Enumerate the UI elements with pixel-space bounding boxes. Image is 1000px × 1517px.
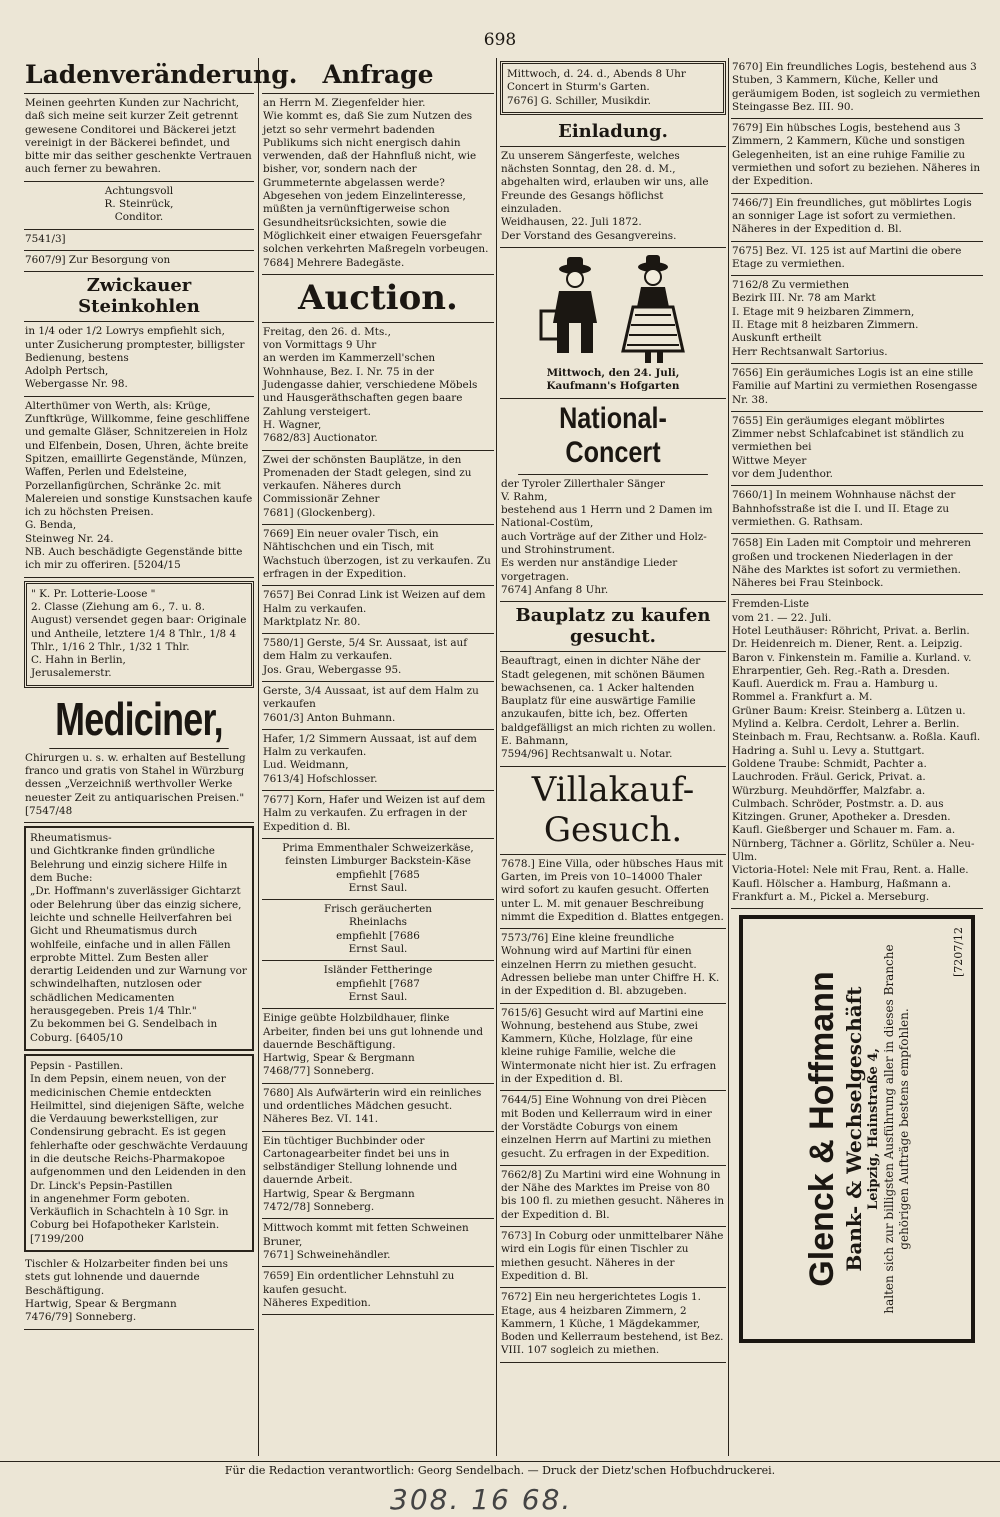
ad-text: " K. Pr. Lotterie-Loose " bbox=[31, 587, 156, 600]
ad-text: 7673] In Coburg oder unmittelbarer Nähe wird ein Logis für einen Tischler zu miethen gesucht. Näheres in der Expedition d. Bl. bbox=[501, 1230, 724, 1282]
glenck-hoffmann-ad bbox=[739, 915, 975, 1343]
advertisement bbox=[500, 929, 726, 1003]
ad-text: Concert in Sturm's Garten. bbox=[507, 81, 650, 94]
ad-text: Steinweg Nr. 24. bbox=[25, 532, 114, 545]
ad-text: Kaufmann's Hofgarten bbox=[546, 380, 680, 393]
ad-text: Tischler & Holzarbeiter finden bei uns stets gut lohnende und dauernde Beschäftigung. bbox=[25, 1258, 228, 1297]
ad-text: der Tyroler Zillerthaler Sänger bbox=[501, 477, 665, 490]
ad-text: 7476/79] Sonneberg. bbox=[25, 1311, 137, 1324]
glenck-hoffmann-text bbox=[802, 929, 912, 1329]
advertisement bbox=[262, 525, 494, 586]
ad-text: Bezirk III. Nr. 78 am Markt bbox=[732, 292, 876, 305]
ad-text: 7613/4] Hofschlosser. bbox=[263, 772, 378, 785]
ad-text: Dr. Linck's Pepsin-Pastillen bbox=[30, 1179, 173, 1192]
ad-text: Mittwoch, den 24. Juli, bbox=[546, 366, 680, 379]
ad-text: 7655] Ein geräumiges elegant möblirtes Zimmer nebst Schlafcabinet ist ständlich zu vermiethen bei bbox=[732, 414, 965, 454]
ad-text: Hafer, 1/2 Simmern Aussaat, ist auf dem Halm zu verkaufen. bbox=[263, 732, 477, 759]
ad-text: Mediciner, bbox=[55, 692, 223, 745]
ad-text: V. Rahm, bbox=[501, 490, 548, 503]
ad-text: Fremden-Liste bbox=[732, 598, 810, 611]
ad-text: 7678.] Eine Villa, oder hübsches Haus mit Garten, im Preis von 10–14000 Thaler wird sofort zu kaufen gesucht. Offerten unter L. M. mit genauer Beschreibung nimmt die Expedition d. Blattes entgegen. bbox=[501, 857, 724, 923]
glenck-firm-name: Glenck & Hoffmann bbox=[803, 971, 841, 1287]
advertisement bbox=[500, 767, 726, 855]
ad-text: Freitag, den 26. d. Mts., bbox=[263, 325, 391, 338]
ad-text: Rheinlachs bbox=[348, 916, 408, 929]
ad-text: NB. Auch beschädigte Gegenstände bitte ich mir zu offeriren. [5204/15 bbox=[25, 546, 243, 572]
handwritten-note: 308. 16 68. bbox=[390, 1483, 573, 1516]
ad-text: 7680] Als Aufwärterin wird ein reinliches und ordentliches Mädchen gesucht. Näheres Bez. VI. 141. bbox=[263, 1086, 482, 1126]
ad-text: Webergasse Nr. 98. bbox=[25, 378, 128, 391]
ad-text: 7607/9] Zur Besorgung von bbox=[25, 253, 171, 266]
ad-text: 7466/7] Ein freundliches, gut möblirtes Logis an sonniger Lage ist sofort zu vermiethen. Näheres in der Expedition d. Bl. bbox=[732, 196, 972, 236]
advertisement bbox=[262, 634, 494, 682]
ad-text: Villakauf-Gesuch. bbox=[531, 769, 695, 850]
ad-text: 2. Classe (Ziehung am 6., 7. u. 8. August) versendet gegen baar: Originale und Antheile, letztere 1/4 8 Thlr., 1/8 4 Thlr., 1/16 2 Thlr., 1/32 1 Thlr. bbox=[31, 600, 247, 653]
ad-text: I. Etage mit 9 heizbaren Zimmern, bbox=[732, 305, 915, 318]
ad-text: Grüner Baum: Kreisr. Steinberg a. Lützen u. Mylind a. Kelbra. Cerdolt, Lehrer a. Berlin. Steinbach m. Frau, Rechtsanw. a. Roßla. Kaufl. Hadring a. Suhl u. Levy a. Stuttgart. bbox=[732, 704, 981, 757]
ad-text: Beauftragt, einen in dichter Nähe der Stadt gelegenen, mit schönen Bäumen bewachsenen, ca. 1 Acker haltenden Bauplatz für eine auswärtige Familie anzukaufen, bitte ich, bez. Offerten baldgefälligst an mich richten zu wollen. bbox=[501, 655, 716, 734]
ad-text: Zwickauer Steinkohlen bbox=[78, 275, 200, 318]
advertisement bbox=[49, 691, 228, 749]
ad-text: 7660/1] In meinem Wohnhause nächst der Bahnhofsstraße ist die I. und II. Etage zu vermiethen. G. Rathsam. bbox=[732, 489, 956, 528]
advertisement bbox=[731, 276, 983, 364]
advertisement bbox=[24, 397, 254, 578]
ad-text: 7644/5] Eine Wohnung von drei Piècen mit Boden und Kellerraum wird in einer der Vorstädte Coburgs von einem einzelnen Herrn auf Martini zu miethen gesucht. Zu erfragen in der Expedition. bbox=[501, 1094, 712, 1160]
ad-text: Näheres Expedition. bbox=[263, 1296, 371, 1309]
advertisement bbox=[500, 855, 726, 929]
ad-text: 7675] Bez. VI. 125 ist auf Martini die obere Etage zu vermiethen. bbox=[732, 244, 962, 270]
ad-text: an Herrn M. Ziegenfelder hier. bbox=[263, 97, 426, 109]
advertisement bbox=[262, 682, 494, 730]
ad-text: Auskunft ertheilt bbox=[732, 332, 822, 345]
advertisement bbox=[262, 839, 494, 900]
ad-text: 7468/77] Sonneberg. bbox=[263, 1065, 375, 1078]
ad-text: Zwei der schönsten Bauplätze, in den Promenaden der Stadt gelegen, sind zu verkaufen. Näheres durch bbox=[263, 453, 472, 493]
ad-text: von Vormittags 9 Uhr bbox=[263, 339, 377, 352]
advertisement bbox=[731, 194, 983, 242]
ad-text: Prima Emmenthaler Schweizerkäse, feinsten Limburger Backstein-Käse bbox=[282, 841, 474, 868]
ad-text: Es werden nur anständige Lieder vorgetragen. bbox=[501, 557, 678, 583]
ad-text: 7670] Ein freundliches Logis, bestehend aus 3 Stuben, 3 Kammern, Küche, Keller und geräumigem Boden, ist sogleich zu vermiethen Steingasse Bez. III. 90. bbox=[732, 61, 981, 113]
ad-text: 7671] Schweinehändler. bbox=[263, 1248, 391, 1261]
ad-text: in angenehmer Form geboten. Verkäuflich in Schachteln à 10 Sgr. in Coburg bei Hofapotheker Karlstein. [7199/200 bbox=[30, 1192, 229, 1245]
advertisement bbox=[24, 272, 254, 322]
ad-text: 7615/6] Gesucht wird auf Martini eine Wohnung, bestehend aus Stube, zwei Kammern, Küche, Holzlage, für eine kleine ruhige Familie, welche die Wintermonate nicht hier ist. Zu erfragen in der Expedition d. Bl. bbox=[501, 1006, 717, 1086]
ad-text: G. Benda, bbox=[25, 519, 77, 532]
advertisement bbox=[500, 61, 726, 115]
ad-text: Ladenveränderung. bbox=[25, 60, 298, 89]
ad-text: Ernst Saul. bbox=[348, 881, 408, 894]
ad-text: in 1/4 oder 1/2 Lowrys empfiehlt sich, unter Zusicherung promptester, billigster Bedienung, bestens bbox=[25, 325, 245, 364]
advertisement bbox=[731, 534, 983, 595]
ad-text: und Gichtkranke finden gründliche Belehrung und einzig sichere Hilfe in dem Buche: bbox=[30, 845, 228, 885]
column-3 bbox=[500, 58, 726, 1456]
advertisement bbox=[262, 900, 494, 961]
ad-text: Zu unserem Sängerfeste, welches nächsten Sonntag, den 28. d. M., abgehalten wird, erlauben wir uns, alle Freunde des Gesangs höflichst einzuladen. bbox=[501, 149, 709, 216]
advertisement bbox=[500, 248, 726, 399]
ad-text: 7669] Ein neuer ovaler Tisch, ein Nähtischchen und ein Tisch, mit Wachstuch überzogen, ist zu verkaufen. Zu erfragen in der Expedition. bbox=[263, 528, 491, 580]
ad-text: 7541/3] bbox=[25, 232, 66, 245]
ad-text: 7679] Ein hübsches Logis, bestehend aus 3 Zimmern, 2 Kammern, Küche und sonstigen Gelegenheiten, ist an eine ruhige Familie zu vermiethen und sofort zu beziehen. Näheres in der Expedition. bbox=[732, 122, 981, 188]
ad-text: Marktplatz Nr. 80. bbox=[263, 615, 361, 628]
ad-text: Rheumatismus- bbox=[30, 832, 112, 845]
ad-text: Wittwe Meyer bbox=[732, 454, 807, 467]
ad-text: 7601/3] Anton Buhmann. bbox=[263, 711, 396, 724]
ad-text: 7162/8 Zu vermiethen bbox=[732, 279, 850, 292]
advertisement bbox=[518, 399, 708, 475]
advertisement bbox=[262, 1219, 494, 1267]
ad-text: Jos. Grau, Webergasse 95. bbox=[263, 663, 402, 676]
ad-text: empfiehlt [7685 bbox=[336, 868, 420, 881]
ad-text: vom 21. — 22. Juli. bbox=[732, 611, 832, 624]
ad-text: Jerusalemerstr. bbox=[31, 667, 112, 680]
advertisement bbox=[731, 486, 983, 534]
illustration bbox=[501, 251, 725, 367]
advertisement bbox=[500, 147, 726, 248]
column-4 bbox=[731, 58, 983, 1456]
column-4-ads bbox=[731, 58, 983, 909]
ad-text: 7681] (Glockenberg). bbox=[263, 506, 376, 519]
ad-text: C. Hahn in Berlin, bbox=[31, 654, 126, 667]
advertisement bbox=[24, 58, 298, 94]
ad-text: Mittwoch kommt mit fetten Schweinen Bruner, bbox=[263, 1222, 469, 1248]
ad-text: 7662/8] Zu Martini wird eine Wohnung in der Nähe des Marktes im Preise von 80 bis 100 fl. zu miethen gesucht. Näheres in der Expedition d. Bl. bbox=[501, 1168, 725, 1221]
ad-text: Victoria-Hotel: Nele mit Frau, Rent. a. Halle. Kaufl. Hölscher a. Hamburg, Haßmann a. Frankfurt a. M., Pickel a. Merseburg. bbox=[732, 864, 969, 903]
advertisement bbox=[262, 791, 494, 839]
column-rule bbox=[258, 58, 259, 1456]
advertisement bbox=[24, 230, 254, 251]
ad-text: Gerste, 3/4 Aussaat, ist auf dem Halm zu verkaufen bbox=[263, 684, 479, 711]
ad-text: R. Steinrück, bbox=[104, 198, 174, 211]
ad-text: 7594/96] Rechtsanwalt u. Notar. bbox=[501, 748, 673, 761]
ad-text: In dem Pepsin, einem neuen, von der medicinischen Chemie entdeckten Heilmittel, sind diejenigen Säfte, welche die Verdauung bewerkstelligen, zur Condensirung gebracht. Es ist gegen fehlerhafte oder geschwächte Verdauung in die deutsche Reichs-Pharmakopoe aufgenommen und den Leidenden in den bbox=[30, 1073, 248, 1179]
advertisement bbox=[500, 1004, 726, 1092]
advertisement bbox=[731, 595, 983, 909]
ad-text: Bauplatz zu kaufen gesucht. bbox=[515, 605, 711, 648]
ad-text: Herr Rechtsanwalt Sartorius. bbox=[732, 345, 888, 358]
column-rule bbox=[496, 58, 497, 1456]
advertisement bbox=[500, 1288, 726, 1362]
ad-text: II. Etage mit 8 heizbaren Zimmern. bbox=[732, 319, 919, 332]
tyrolean-singers-illustration bbox=[513, 251, 713, 367]
ad-text: 7658] Ein Laden mit Comptoir und mehreren großen und trockenen Niederlagen in der Nähe des Marktes ist sofort zu vermiethen. Näheres bei Frau Steinbock. bbox=[732, 537, 971, 590]
ad-text: 7674] Anfang 8 Uhr. bbox=[501, 583, 609, 596]
ad-text: an werden im Kammerzell'schen Wohnhause, Bez. I. Nr. 75 in der Judengasse dahier, verschiedene Möbels und Hausgeräthschaften gegen baare Zahlung versteigert. bbox=[263, 352, 478, 418]
advertisement bbox=[500, 1166, 726, 1227]
footer-imprint: Für die Redaction verantwortlich: Georg Sendelbach. — Druck der Dietz'schen Hofbuchdruckerei. bbox=[0, 1461, 1000, 1477]
advertisement bbox=[262, 1084, 494, 1132]
ad-text: E. Bahmann, bbox=[501, 735, 569, 748]
column-rule bbox=[728, 58, 729, 1456]
advertisement bbox=[731, 58, 983, 119]
advertisement bbox=[500, 1091, 726, 1165]
ad-text: Conditor. bbox=[114, 211, 164, 224]
ad-text: 7656] Ein geräumiches Logis ist an eine stille Familie auf Martini zu vermiethen Rosengasse Nr. 38. bbox=[732, 366, 978, 406]
ad-text: empfiehlt [7687 bbox=[336, 977, 420, 990]
ad-text: Einladung. bbox=[558, 120, 668, 142]
ad-text: auch Vorträge auf der Zither und Holz- und Strohinstrument. bbox=[501, 530, 707, 557]
advertisement bbox=[24, 1054, 254, 1252]
advertisement bbox=[262, 730, 494, 791]
ad-text: 7657] Bei Conrad Link ist Weizen auf dem Halm zu verkaufen. bbox=[263, 589, 486, 615]
page-number: 698 bbox=[483, 30, 517, 50]
ad-text: Frisch geräucherten bbox=[324, 903, 432, 916]
ad-text: Chirurgen u. s. w. erhalten auf Bestellung franco und gratis von Stahel in Würzburg dessen „Verzeichniß werthvoller Werke neuester Zeit zu antiquarischen Preisen." [7547/48 bbox=[25, 751, 246, 817]
advertisement bbox=[262, 586, 494, 634]
ad-text: Isländer Fettheringe bbox=[323, 964, 433, 977]
ad-text: Abgesehen von jedem Einzelinteresse, müßten ja vernünftigerweise schon Gesundheitsrücksichten, sowie die Möglichkeit einer etwaigen Feuersgefahr solchen verkehrten Maßregeln vorbeugen. bbox=[263, 190, 489, 256]
advertisement bbox=[731, 119, 983, 193]
ad-text: 7672] Ein neu hergerichtetes Logis 1. Etage, aus 4 heizbaren Zimmern, 2 Kammern, 1 Küche, 1 Mägdekammer, Boden und Kellerraum bestehend, ist Bez. VIII. 107 sogleich zu miethen. bbox=[501, 1291, 724, 1357]
ad-text: Hartwig, Spear & Bergmann bbox=[25, 1297, 177, 1310]
ad-text: Mittwoch, d. 24. d., Abends 8 Uhr bbox=[507, 68, 686, 80]
advertisement bbox=[262, 275, 494, 323]
advertisement bbox=[24, 182, 254, 230]
ad-text: Pepsin - Pastillen. bbox=[30, 1059, 124, 1072]
column-2 bbox=[262, 58, 494, 1456]
ad-text: Ernst Saul. bbox=[348, 990, 408, 1003]
ad-text: Hartwig, Spear & Bergmann bbox=[263, 1052, 415, 1065]
ad-text: Achtungsvoll bbox=[104, 184, 174, 197]
advertisement bbox=[731, 364, 983, 412]
advertisement bbox=[262, 1132, 494, 1220]
advertisement bbox=[262, 1009, 494, 1083]
advertisement bbox=[24, 94, 254, 182]
ad-text: National-Concert bbox=[559, 401, 667, 469]
ad-text: Weidhausen, 22. Juli 1872. bbox=[501, 216, 642, 229]
ad-text: vor dem Judenthor. bbox=[732, 468, 833, 481]
advertisement bbox=[500, 475, 726, 603]
ad-text: Auction. bbox=[298, 277, 458, 318]
advertisement bbox=[24, 749, 254, 823]
advertisement bbox=[731, 242, 983, 277]
glenck-business: Bank- & Wechselgeschäft bbox=[842, 986, 866, 1272]
advertisement bbox=[262, 58, 494, 94]
ad-text: empfiehlt [7686 bbox=[336, 929, 420, 942]
advertisement bbox=[262, 94, 494, 275]
ad-text: 7580/1] Gerste, 5/4 Sr. Aussaat, ist auf dem Halm zu verkaufen. bbox=[263, 637, 468, 663]
ad-text: 7676] G. Schiller, Musikdir. bbox=[507, 94, 651, 107]
ad-text: Ernst Saul. bbox=[348, 943, 408, 956]
advertisement bbox=[500, 118, 726, 147]
ad-text: 7659] Ein ordentlicher Lehnstuhl zu kaufen gesucht. bbox=[263, 1270, 455, 1296]
ad-text: Einige geübte Holzbildhauer, flinke Arbeiter, finden bei uns gut lohnende und dauernde Beschäftigung. bbox=[263, 1012, 483, 1051]
advertisement bbox=[262, 1267, 494, 1315]
ad-text: Alterthümer von Werth, als: Krüge, Zunftkrüge, Willkomme, feine geschliffene und gemalte Gläser, Schnitzereien in Holz und Elfenbein, Dosen, Uhren, ächte breite Spitzen, emaillirte Gegenstände, Münzen, Waffen, Perlen und Edelsteine, Porzellanfigürchen, Schränke 2c. mit Malereien und sonstige Kunstsachen kaufe ich zu höchsten Preisen. bbox=[25, 399, 253, 519]
ad-text: Hartwig, Spear & Bergmann bbox=[263, 1187, 415, 1200]
ad-text: „Dr. Hoffmann's zuverlässiger Gichtarzt oder Belehrung über das einzig sichere, leichte und schnelle Heilverfahren bei Gicht und Rheumatismus durch wohlfeile, einfache und in allen Fällen erprobte Mittel. Zum Besten aller derartig Leidenden und zur Warnung vor schwindelhaften, nutzlosen oder schädlichen Medicamenten herausgegeben. Preis 1/4 Thlr." bbox=[30, 885, 247, 1018]
advertisement bbox=[24, 322, 254, 396]
glenck-ref-number: [7207/12 bbox=[951, 927, 965, 978]
advertisement bbox=[500, 602, 726, 652]
ad-text: Lud. Weidmann, bbox=[263, 759, 349, 772]
ad-text: bestehend aus 1 Herrn und 2 Damen im National-Costüm, bbox=[501, 504, 713, 530]
advertisement bbox=[500, 652, 726, 766]
ad-text: Commissionär Zehner bbox=[263, 493, 380, 506]
ad-text: Goldene Traube: Schmidt, Pachter a. Lauchroden. Fräul. Gerick, Privat. a. Würzburg. Meuhdörffer, Malzfabr. a. Culmbach. Schröder, Postmstr. a. D. aus Kitzingen. Gruner, Apotheker a. Dresden. Kaufl. Gießberger und Schauer m. Fam. a. Nürnberg, Tächner a. Görlitz, Schüler a. Neu-Ulm. bbox=[732, 757, 975, 864]
ad-text: 7472/78] Sonneberg. bbox=[263, 1201, 375, 1214]
ad-text: Hotel Leuthäuser: Röhricht, Privat. a. Berlin. Dr. Heidenreich m. Diener, Rent. a. Leipzig. Baron v. Finkenstein m. Familie a. Kurland. v. Ehrarpentier, Geh. Reg.-Rath a. Dresden. Kaufl. Auerdick m. Frau a. Hamburg u. Rommel a. Frankfurt a. M. bbox=[732, 624, 972, 704]
ad-text: 7684] Mehrere Badegäste. bbox=[263, 256, 405, 269]
ad-text: Meinen geehrten Kunden zur Nachricht, daß sich meine seit kurzer Zeit getrennt gewesene Conditorei und Bäckerei jetzt vereinigt in der Bäckerei befindet, und bitte mir das seither geschenkte Vertrauen auch ferner zu bewahren. bbox=[25, 97, 252, 176]
glenck-description: halten sich zur billigsten Ausführung aller in dieses Branche gehörigen Aufträge bestens empfohlen. bbox=[882, 944, 911, 1314]
ad-text: Wie kommt es, daß Sie zum Nutzen des jetzt so sehr vermehrt badenden Publikums sich nicht energisch dahin verwenden, daß der Hahnfluß nicht, wie bisher, vor, sondern nach der Grummeternte abgelassen werde? bbox=[263, 110, 477, 189]
ad-text: Anfrage bbox=[322, 60, 434, 89]
advertisement bbox=[24, 826, 254, 1051]
advertisement bbox=[262, 451, 494, 525]
ad-text: 7682/83] Auctionator. bbox=[263, 432, 378, 445]
advertisement bbox=[24, 251, 254, 272]
advertisement bbox=[24, 1255, 254, 1329]
ad-text: H. Wagner, bbox=[263, 418, 322, 431]
advertisement bbox=[731, 412, 983, 486]
advertisement bbox=[500, 1227, 726, 1288]
advertisement bbox=[262, 961, 494, 1009]
ad-text: 7677] Korn, Hafer und Weizen ist auf dem Halm zu verkaufen. Zu erfragen in der Expedition d. Bl. bbox=[263, 794, 486, 833]
ad-text: Adolph Pertsch, bbox=[25, 365, 109, 378]
ad-text: Der Vorstand des Gesangvereins. bbox=[501, 229, 677, 242]
advertisement bbox=[24, 581, 254, 688]
ad-text: Ein tüchtiger Buchbinder oder Cartonagearbeiter findet bei uns in selbständiger Stellung lohnende und dauernde Arbeit. bbox=[263, 1134, 458, 1187]
ad-text: 7573/76] Eine kleine freundliche Wohnung wird auf Martini für einen einzelnen Herrn zu miethen gesucht. Adressen beliebe man unter Chiffre H. K. in der Expedition d. Bl. abzugeben. bbox=[501, 932, 720, 998]
glenck-address: Leipzig, Hainstraße 4, bbox=[866, 1048, 881, 1211]
ad-text: Zu bekommen bei G. Sendelbach in Coburg. [6405/10 bbox=[30, 1018, 218, 1044]
advertisement bbox=[262, 323, 494, 451]
